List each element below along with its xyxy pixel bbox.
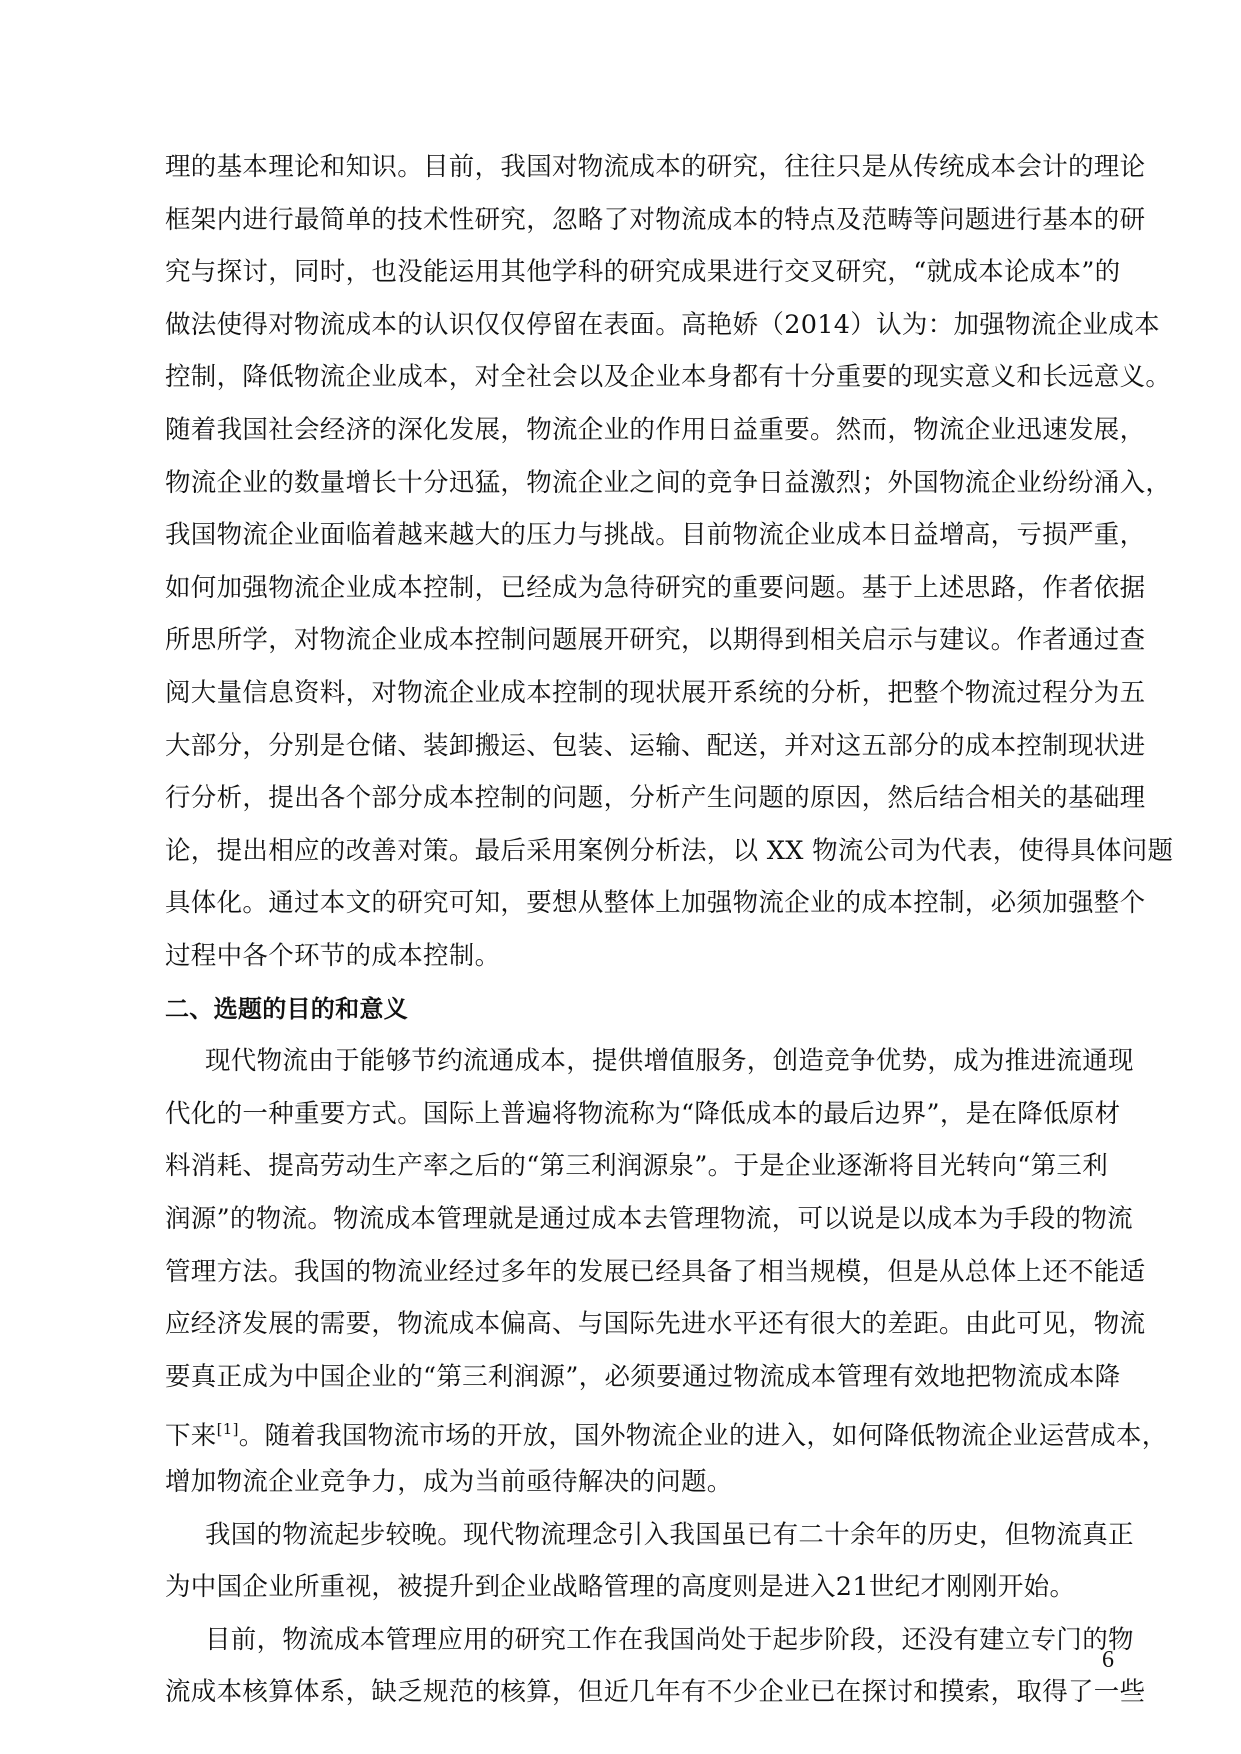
- paragraph-line: 管理方法。我国的物流业经过多年的发展已经具备了相当规模，但是从总体上还不能适: [165, 1256, 1146, 1287]
- paragraph-line: 框架内进行最简单的技术性研究，忽略了对物流成本的特点及范畴等问题进行基本的研: [165, 204, 1146, 235]
- paragraph-line: 增加物流企业竞争力，成为当前亟待解决的问题。: [165, 1467, 733, 1497]
- paragraph-line: 流成本核算体系，缺乏规范的核算，但近几年有不少企业已在探讨和摸索，取得了一些: [165, 1677, 1146, 1708]
- paragraph-line: 控制，降低物流企业成本，对全社会以及企业本身都有十分重要的现实意义和长远意义。: [165, 362, 1172, 393]
- page-number: 6: [1102, 1647, 1114, 1673]
- paragraph-line: 物流企业的数量增长十分迅猛，物流企业之间的竞争日益激烈；外国物流企业纷纷涌入，: [165, 467, 1172, 498]
- paragraph-line: 所思所学，对物流企业成本控制问题展开研究，以期得到相关启示与建议。作者通过查: [165, 625, 1146, 656]
- paragraph-line: 过程中各个环节的成本控制。: [165, 941, 501, 971]
- paragraph-line: 要真正成为中国企业的“第三利润源”，必须要通过物流成本管理有效地把物流成本降: [165, 1361, 1121, 1392]
- paragraph-line: 做法使得对物流成本的认识仅仅停留在表面。高艳娇（2014）认为：加强物流企业成本: [165, 309, 1160, 340]
- paragraph-line: 阅大量信息资料，对物流企业成本控制的现状展开系统的分析，把整个物流过程分为五: [165, 678, 1146, 708]
- paragraph-line: 为中国企业所重视，被提升到企业战略管理的高度则是进入21世纪才刚刚开始。: [165, 1572, 1076, 1603]
- paragraph-line: 料消耗、提高劳动生产率之后的“第三利润源泉”。于是企业逐渐将目光转向“第三利: [165, 1151, 1109, 1182]
- paragraph-line: 如何加强物流企业成本控制，已经成为急待研究的重要问题。基于上述思路，作者依据: [165, 572, 1146, 603]
- paragraph-line: 论，提出相应的改善对策。最后采用案例分析法，以 XX 物流公司为代表，使得具体问题: [165, 835, 1174, 866]
- paragraph-line: [165, 1414, 1168, 1451]
- section-heading: 二、选题的目的和意义: [165, 994, 408, 1023]
- paragraph-line: 随着我国社会经济的深化发展，物流企业的作用日益重要。然而，物流企业迅速发展，: [165, 415, 1146, 445]
- paragraph-line: 行分析，提出各个部分成本控制的问题，分析产生问题的原因，然后结合相关的基础理: [165, 783, 1146, 814]
- paragraph-line: 理的基本理论和知识。目前，我国对物流成本的研究，往往只是从传统成本会计的理论: [165, 152, 1146, 182]
- line-text: 下来: [165, 1421, 217, 1452]
- paragraph-line: 我国物流企业面临着越来越大的压力与挑战。目前物流企业成本日益增高，亏损严重，: [165, 520, 1146, 551]
- paragraph-line: 代化的一种重要方式。国际上普遍将物流称为“降低成本的最后边界”，是在降低原材: [165, 1098, 1121, 1129]
- paragraph-line: 现代物流由于能够节约流通成本，提供增值服务，创造竞争优势，成为推进流通现: [205, 1046, 1134, 1077]
- paragraph-line: 润源”的物流。物流成本管理就是通过成本去管理物流，可以说是以成本为手段的物流: [165, 1204, 1133, 1234]
- paragraph-line: 具体化。通过本文的研究可知，要想从整体上加强物流企业的成本控制，必须加强整个: [165, 888, 1146, 919]
- line-text: 。随着我国物流市场的开放，国外物流企业的进入，如何降低物流企业运营成本，: [238, 1421, 1168, 1452]
- paragraph-line: 我国的物流起步较晚。现代物流理念引入我国虽已有二十余年的历史，但物流真正: [205, 1519, 1134, 1550]
- paragraph-line: 应经济发展的需要，物流成本偏高、与国际先进水平还有很大的差距。由此可见，物流: [165, 1309, 1146, 1340]
- paragraph-line: 大部分，分别是仓储、装卸搬运、包装、运输、配送，并对这五部分的成本控制现状进: [165, 730, 1146, 761]
- citation-reference[interactable]: [1]: [216, 1420, 239, 1439]
- paragraph-line: 目前，物流成本管理应用的研究工作在我国尚处于起步阶段，还没有建立专门的物: [205, 1624, 1134, 1655]
- paragraph-line: 究与探讨，同时，也没能运用其他学科的研究成果进行交叉研究，“就成本论成本”的: [165, 257, 1121, 288]
